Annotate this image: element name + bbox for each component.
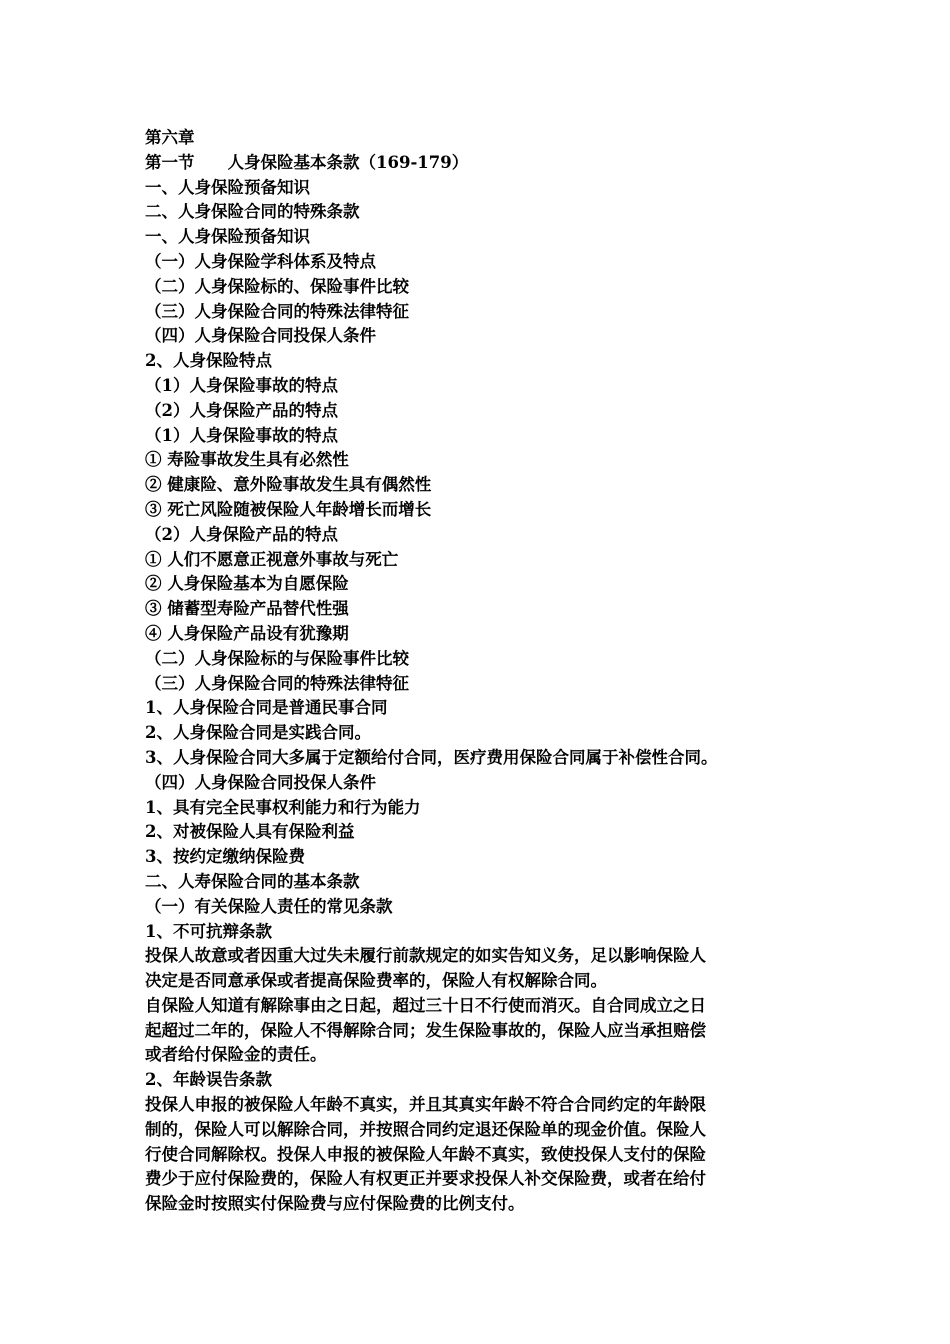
heading-level-3: （1）人身保险事故的特点 <box>145 425 338 445</box>
heading-level-1: 二、人寿保险合同的基本条款 <box>145 871 360 891</box>
paragraph-line: 决定是否同意承保或者提高保险费率的，保险人有权解除合同。 <box>145 971 607 991</box>
heading-level-2: （二）人身保险标的与保险事件比较 <box>145 648 409 668</box>
outline-item: （1）人身保险事故的特点 <box>145 375 338 395</box>
outline-item: （三）人身保险合同的特殊法律特征 <box>145 301 409 321</box>
list-item: ② 健康险、意外险事故发生具有偶然性 <box>145 475 432 495</box>
paragraph-line: 或者给付保险金的责任。 <box>145 1045 327 1065</box>
heading-level-2: （三）人身保险合同的特殊法律特征 <box>145 673 409 693</box>
outline-item: （2）人身保险产品的特点 <box>145 400 338 420</box>
outline-item: （二）人身保险标的、保险事件比较 <box>145 276 409 296</box>
list-item: ③ 储蓄型寿险产品替代性强 <box>145 599 349 619</box>
paragraph-line: 起超过二年的，保险人不得解除合同；发生保险事故的，保险人应当承担赔偿 <box>145 1020 706 1040</box>
section-title: 第一节 人身保险基本条款（169-179） <box>145 152 469 172</box>
list-item: ① 人们不愿意正视意外事故与死亡 <box>145 549 399 569</box>
paragraph-line: 保险金时按照实付保险费与应付保险费的比例支付。 <box>145 1194 525 1214</box>
heading-level-2: 2、人身保险特点 <box>145 351 272 371</box>
list-item: ① 寿险事故发生具有必然性 <box>145 450 349 470</box>
list-item: ③ 死亡风险随被保险人年龄增长而增长 <box>145 499 432 519</box>
paragraph-line: 制的，保险人可以解除合同，并按照合同约定退还保险单的现金价值。保险人 <box>145 1119 706 1139</box>
clause-title: 1、不可抗辩条款 <box>145 921 272 941</box>
chapter-title: 第六章 <box>145 128 195 147</box>
list-item: ② 人身保险基本为自愿保险 <box>145 574 349 594</box>
document-body <box>145 126 810 1217</box>
clause-title: 2、年龄误告条款 <box>145 1070 272 1090</box>
list-item: 2、对被保险人具有保险利益 <box>145 822 355 842</box>
paragraph-line: 费少于应付保险费的，保险人有权更正并要求投保人补交保险费，或者在给付 <box>145 1169 706 1189</box>
outline-item: 二、人身保险合同的特殊条款 <box>145 202 360 222</box>
heading-level-1: 一、人身保险预备知识 <box>145 227 310 247</box>
list-item: ④ 人身保险产品设有犹豫期 <box>145 623 349 643</box>
list-item: 2、人身保险合同是实践合同。 <box>145 723 371 743</box>
paragraph-line: 自保险人知道有解除事由之日起，超过三十日不行使而消灭。自合同成立之日 <box>145 995 706 1015</box>
heading-level-2: （四）人身保险合同投保人条件 <box>145 772 376 792</box>
paragraph-line: 投保人申报的被保险人年龄不真实，并且其真实年龄不符合合同约定的年龄限 <box>145 1095 706 1115</box>
paragraph-line: 行使合同解除权。投保人申报的被保险人年龄不真实，致使投保人支付的保险 <box>145 1144 706 1164</box>
heading-level-2: （一）有关保险人责任的常见条款 <box>145 896 393 916</box>
heading-level-3: （2）人身保险产品的特点 <box>145 524 338 544</box>
outline-item: （一）人身保险学科体系及特点 <box>145 251 376 271</box>
list-item: 3、人身保险合同大多属于定额给付合同，医疗费用保险合同属于补偿性合同。 <box>145 747 718 767</box>
list-item: 3、按约定缴纳保险费 <box>145 847 305 867</box>
outline-item: （四）人身保险合同投保人条件 <box>145 326 376 346</box>
list-item: 1、人身保险合同是普通民事合同 <box>145 698 388 718</box>
list-item: 1、具有完全民事权利能力和行为能力 <box>145 797 421 817</box>
paragraph-line: 投保人故意或者因重大过失未履行前款规定的如实告知义务，足以影响保险人 <box>145 946 706 966</box>
outline-item: 一、人身保险预备知识 <box>145 177 310 197</box>
